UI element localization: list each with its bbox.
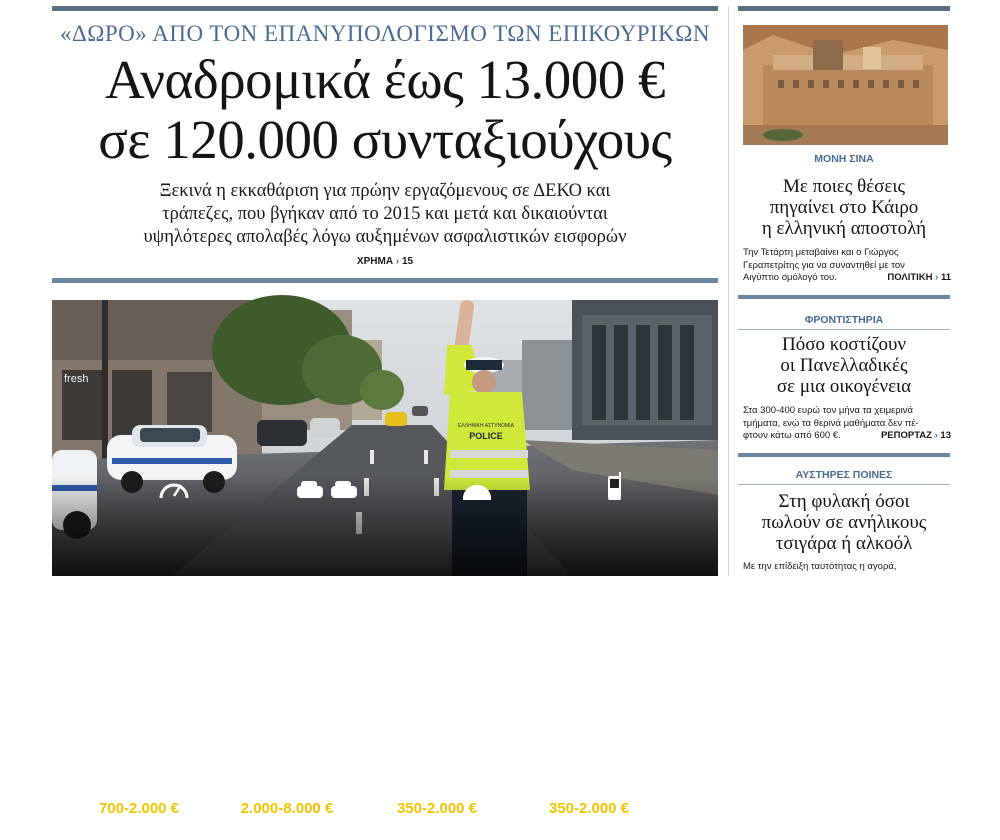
- section-sina[interactable]: ΜΟΝΗ ΣΙΝΑ: [814, 153, 874, 165]
- mobile-phone-icon: [608, 472, 621, 500]
- sinai-monastery-photo[interactable]: [743, 25, 948, 145]
- top-rule: [52, 6, 718, 11]
- chevron-right-icon: ›: [935, 272, 939, 283]
- ref-section: ΡΕΠΟΡΤΑΖ: [880, 430, 932, 441]
- ref-section: ΠΟΛΙΤΙΚΗ: [887, 272, 933, 283]
- info-fine: 350-2.000 €: [396, 800, 478, 817]
- info-desc: 30-365 μέρες: [407, 818, 467, 829]
- info-desc: αφαίρεση διπλώματος: [539, 829, 638, 840]
- body-line: Γεραπετρίτης για να συναντηθεί με τον: [743, 259, 905, 271]
- body-line: [743, 272, 951, 285]
- page-reference[interactable]: [887, 272, 951, 285]
- info-title: Υπέρβαση ταχύτητας: [88, 788, 190, 799]
- info-fine: 350-2.000 €: [548, 800, 630, 817]
- info-title: Κόντρες: [267, 788, 307, 799]
- info-desc: αφαίρεση άδειας: [102, 829, 176, 840]
- sidebar-rule: [738, 453, 950, 457]
- body-line: τμήματα, ενώ τα θερινά μαθήματα δεν πέ-: [743, 417, 919, 429]
- body-line: [743, 430, 951, 443]
- section-rule: [52, 278, 718, 283]
- police-vest-word: POLICE: [469, 431, 503, 441]
- body-text: φτουν κάτω από 600 €.: [743, 430, 841, 441]
- shop-sign: fresh: [64, 373, 89, 385]
- top-rule-sidebar: [738, 6, 950, 11]
- headline-line: σε μια οικογένεια: [776, 376, 912, 397]
- sidebar-body-2: [743, 405, 951, 443]
- headline-line-1: Αναδρομικά έως 13.000 €: [104, 49, 666, 110]
- deck-line-3: υψηλότερες απολαβές λόγω αυξημένων ασφαλιστικών εισφορών: [143, 227, 627, 247]
- headline-line: Πόσο κοστίζουν: [781, 334, 907, 355]
- ref-page: 11: [940, 272, 951, 283]
- section-frontistiria[interactable]: ΦΡΟΝΤΙΣΤΗΡΙΑ: [804, 314, 884, 326]
- info-desc: αφαίρεση άδειας: [400, 829, 474, 840]
- info-helmet: [362, 786, 512, 840]
- info-fine: 700-2.000 €: [98, 800, 180, 817]
- column-divider: [728, 6, 729, 576]
- headline-line: Με ποιες θέσεις: [782, 176, 905, 197]
- main-deck: [100, 180, 670, 249]
- headline-line: πηγαίνει στο Κάιρο: [769, 197, 919, 218]
- section-underline: [738, 484, 950, 485]
- police-vest-label: ΕΛΛΗΝΙΚΗ ΑΣΤΥΝΟΜΙΑ: [458, 423, 514, 429]
- chevron-right-icon: ›: [395, 256, 400, 267]
- ref-section: ΧΡΗΜΑ: [356, 256, 394, 267]
- sidebar-headline-1[interactable]: [738, 176, 950, 239]
- headline-line: οι Πανελλαδικές: [780, 355, 908, 376]
- chevron-right-icon: ›: [934, 430, 938, 441]
- main-headline[interactable]: [52, 50, 718, 170]
- deck-line-1: Ξεκινά η εκκαθάριση για πρώην εργαζόμενους σε ΔΕΚΟ και: [159, 181, 611, 201]
- info-desc: 1-4 έτη αφαίρεση: [248, 818, 326, 829]
- body-text: Αιγύπτιο ομόλογό του.: [743, 272, 837, 283]
- info-mobile: [514, 786, 664, 840]
- body-line: Στα 300-400 ευρώ τον μήνα τα χειμερινά: [743, 405, 914, 416]
- sidebar-headline-2[interactable]: [738, 334, 950, 397]
- headline-line: Στη φυλακή όσοι: [778, 491, 910, 512]
- info-desc: διπλώματος: [260, 829, 314, 840]
- sidebar-rule: [738, 295, 950, 299]
- main-page-reference[interactable]: [52, 256, 718, 267]
- info-title: Χρήση κινητού: [553, 788, 625, 799]
- traffic-police-photo[interactable]: [52, 300, 718, 840]
- street-scene: [52, 300, 718, 576]
- body-line: Με την επίδειξη ταυτότητας η αγορά,: [743, 561, 897, 572]
- headline-line-2: σε 120.000 συνταξιούχους: [98, 109, 672, 170]
- deck-line-2: τράπεζες, που βγήκαν από το 2015 και μετά και δικαιούνται: [162, 204, 608, 224]
- sidebar-body-1: [743, 247, 951, 285]
- headline-line: τσιγάρα ή αλκοόλ: [775, 533, 913, 554]
- info-title: Κράνος: [418, 788, 456, 799]
- sidebar-headline-3[interactable]: [738, 491, 950, 554]
- page-reference[interactable]: [881, 430, 951, 443]
- body-line: Την Τετάρτη μεταβαίνει και ο Γιώργος: [743, 247, 899, 258]
- ref-page: 13: [940, 430, 951, 441]
- section-underline: [738, 329, 950, 330]
- section-austires-poines[interactable]: ΑΥΣΤΗΡΕΣ ΠΟΙΝΕΣ: [795, 469, 893, 481]
- info-desc: 60-365 μέρες: [109, 818, 169, 829]
- headline-line: η ελληνική αποστολή: [761, 218, 927, 239]
- info-fine: 2.000-8.000 €: [240, 800, 334, 817]
- headline-line: πωλούν σε ανήλικους: [761, 512, 927, 533]
- main-kicker: «ΔΩΡΟ» ΑΠΟ ΤΟΝ ΕΠΑΝΥΠΟΛΟΓΙΣΜΟ ΤΩΝ ΕΠΙΚΟΥΡΙΚΩΝ: [60, 21, 710, 46]
- sidebar-body-3: [743, 561, 951, 574]
- ref-page: 15: [401, 256, 414, 267]
- info-racing: [212, 786, 362, 840]
- info-desc: 30-365 μέρες: [559, 818, 619, 829]
- info-speeding: [64, 786, 214, 840]
